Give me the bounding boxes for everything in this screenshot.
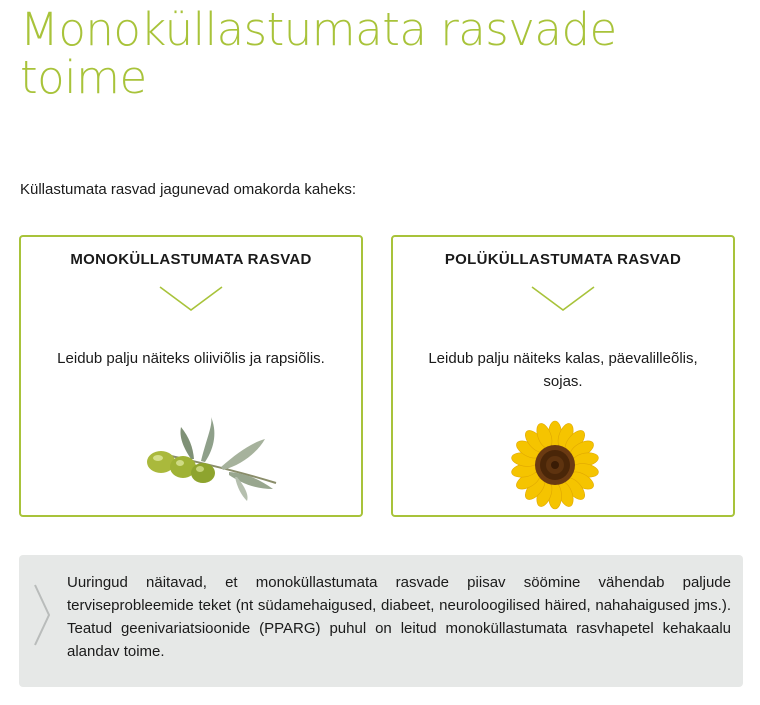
note-text: Uuringud näitavad, et monoküllastumata rasvade piisav söömine vähendab paljude terviseprobleemide teket (nt südamehaigused, diabeet, neuroloogilised häired, nahahaigused jms.). Teatud geenivariatsioonide (PPARG) puhul on leitud monoküllastumata rasvhapetel kehakaalu alandav toime. [67,574,731,660]
chevron-down-icon [159,286,223,312]
page-title: Monoküllastumata rasvade toime [20,3,617,104]
card-text: Leidub palju näiteks kalas, päevalilleõlis, sojas. [428,350,698,390]
card-monounsaturated [19,235,363,517]
sunflower-image [510,420,600,510]
card-polyunsaturated [391,235,735,517]
chevron-right-icon [33,583,53,647]
card-title: POLÜKÜLLASTUMATA RASVAD [444,251,682,268]
info-note [19,555,743,687]
chevron-down-icon [531,286,595,312]
olive-branch-image [141,417,281,502]
card-text: Leidub palju näiteks oliiviõlis ja rapsiõlis. [57,350,325,367]
card-title: MONOKÜLLASTUMATA RASVAD [70,251,312,268]
intro-text: Küllastumata rasvad jagunevad omakorda kaheks: [20,181,357,198]
